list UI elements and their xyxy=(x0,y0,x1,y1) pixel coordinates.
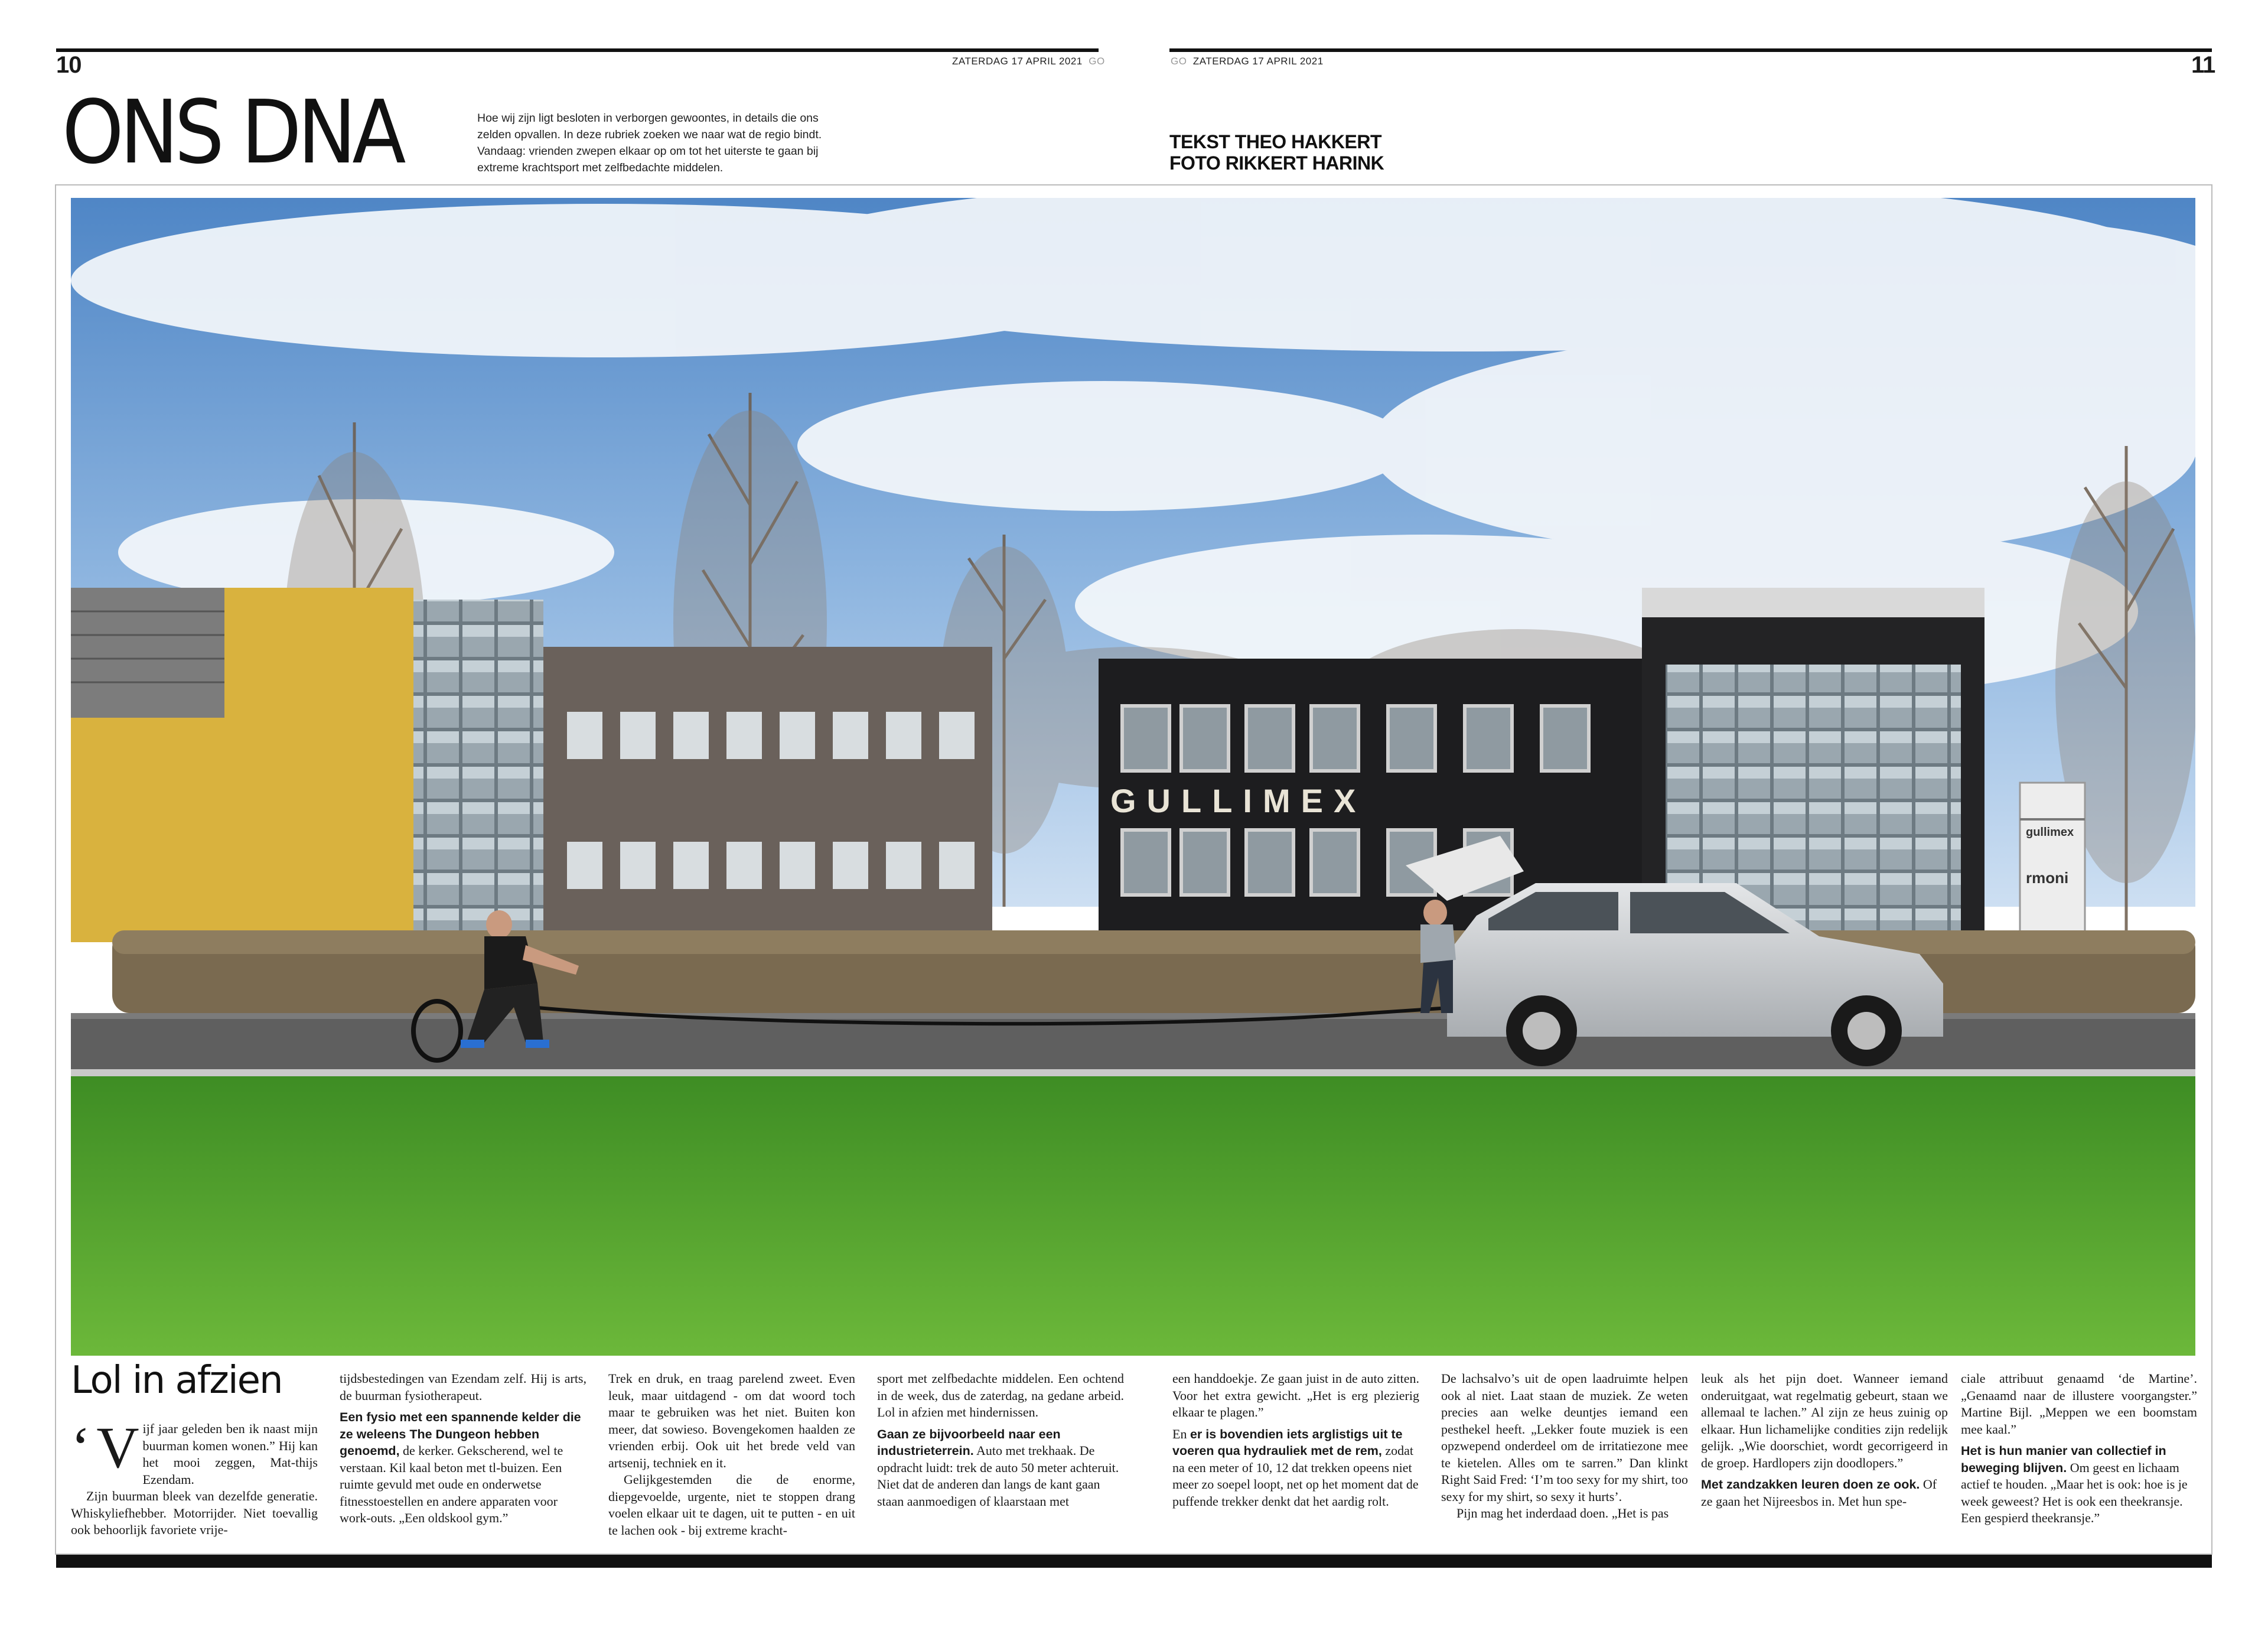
signpost-top: gullimex xyxy=(2026,826,2074,839)
photo-credit: FOTO RIKKERT HARINK xyxy=(1169,152,1384,174)
column-1 xyxy=(71,1415,318,1539)
intro-text: Hoe wij zijn ligt besloten in verborgen gewoontes, in details die ons zelden opvallen. In deze rubriek zoeken we naar wat de regio bindt. Vandaag: vrienden zwepen elkaar op om tot het uiterste te gaan bij extreme krachtsport met zelfbedachte middelen. xyxy=(477,112,822,174)
column-7-para-1: leuk als het pijn doet. Wanneer iemand onderuitgaat, wat regelmatig gebeurt, staan we allemaal te lachen.” Al zijn ze heus zuinig op elkaar. Hun lichamelijke condities zijn redelijk gelijk. „Wie doorschiet, wordt gecorrigeerd in de groep. Hardlopers zijn doodlopers.” xyxy=(1701,1371,1948,1470)
brand-right: GO xyxy=(1171,56,1187,67)
column-1-para-2: Zijn buurman bleek van dezelfde generatie. Whiskyliefhebber. Motorrijder. Niet toevallig ook behoorlijk favoriete vrije- xyxy=(71,1489,318,1537)
drop-cap: V xyxy=(96,1415,139,1480)
date-right: ZATERDAG 17 APRIL 2021 xyxy=(1192,56,1324,67)
glass-atrium xyxy=(413,600,543,942)
column-8-para-1: ciale attribuut genaamd ‘de Martine’. „Genaamd naar de illustere voorgangster.” Martine Bijl. „Meppen we een boomstam mee kaal.” xyxy=(1961,1371,2197,1437)
grass xyxy=(71,1076,2195,1356)
column-7-subhead-bold: Met zandzakken leuren doen ze ook. xyxy=(1701,1477,1920,1492)
column-1-para-1: ijf jaar geleden ben ik naast mijn buurman komen wonen.” Hij kan het mooi zeggen, Mat-thijs Ezendam. xyxy=(142,1421,318,1487)
column-7-subhead-rest: Of ze gaan het Nijreesbos in. Met hun spe- xyxy=(1701,1477,1937,1509)
column-3-para-2: Gelijkgestemden die de enorme, diepgevoelde, urgente, niet te stoppen drang voelen elkaar uit te dagen, uit te putten - en uit te lachen ook - bij extreme kracht- xyxy=(608,1472,855,1538)
column-2 xyxy=(340,1370,586,1527)
section-title: ONS DNA xyxy=(62,82,402,183)
column-5-subhead-bold: er is bovendien iets arglistigs uit te voeren qua hydrauliek met de rem, xyxy=(1172,1427,1403,1458)
column-2-para-1: tijdsbestedingen van Ezendam zelf. Hij is arts, de buurman fysiotherapeut. xyxy=(340,1371,586,1403)
column-5-para-1: een handdoekje. Ze gaan juist in de auto zitten. Voor het extra gewicht. „Het is erg plezierig elkaar te plagen.” xyxy=(1172,1371,1419,1419)
column-3 xyxy=(608,1370,855,1539)
date-left: ZATERDAG 17 APRIL 2021 xyxy=(952,56,1083,67)
column-2-subhead-rest: de kerker. Gekscherend, wel te verstaan. Kil kaal beton met tl-buizen. Een ruimte gevuld met oude en onderwetse fitnesstoestellen en andere apparaten voor work-outs. „Een oldskool gym.” xyxy=(340,1443,563,1525)
drop-quote: ‘ xyxy=(71,1415,91,1480)
credits xyxy=(1169,131,1384,174)
text-credit: TEKST THEO HAKKERT xyxy=(1169,131,1381,152)
top-rule-right xyxy=(1169,48,2212,52)
column-4-para-1: sport met zelfbedachte middelen. Een ochtend in de week, dus de zaterdag, na gedane arbeid. Lol in afzien met hindernissen. xyxy=(877,1371,1124,1419)
column-5-subhead xyxy=(1172,1426,1419,1510)
column-7-subhead xyxy=(1701,1476,1948,1510)
column-4 xyxy=(877,1370,1124,1510)
top-rule-left xyxy=(56,48,1099,52)
column-6-para-2: Pijn mag het inderdaad doen. „Het is pas xyxy=(1456,1506,1669,1520)
column-1-lead xyxy=(71,1415,318,1488)
column-5-subhead-pre: En xyxy=(1172,1426,1190,1441)
column-8-subhead-rest: Om geest en lichaam actief te houden. „Maar het is ook: hoe is je week geweest? Het is ook een theekransje. Een gespierd theekransje.” xyxy=(1961,1460,2188,1525)
dateline-right xyxy=(1171,56,1324,67)
signpost-bottom: rmoni xyxy=(2026,869,2069,887)
column-8-subhead-bold: Het is hun manier van collectief in beweging blijven. xyxy=(1961,1444,2166,1475)
column-4-subhead-rest: Auto met trekhaak. De opdracht luidt: trek de auto 50 meter achteruit. Niet dat de anderen dan langs de kant gaan staan aanmoedigen of klaarstaan met xyxy=(877,1443,1119,1509)
hero-photo xyxy=(71,198,2195,1356)
column-4-subhead xyxy=(877,1426,1124,1510)
column-8-subhead xyxy=(1961,1443,2197,1527)
brick-building xyxy=(543,647,992,942)
brand-left: GO xyxy=(1089,56,1105,67)
column-6 xyxy=(1441,1370,1688,1522)
column-5-subhead-rest: zodat na een meter of 10, 12 dat trekken opeens niet meer zo soepel loopt, net op het moment dat de puffende trekker denkt dat het aardig rolt. xyxy=(1172,1443,1419,1509)
signpost xyxy=(2020,783,2085,936)
column-4-subhead-bold: Gaan ze bijvoorbeeld naar een industrieterrein. xyxy=(877,1427,1061,1458)
column-8 xyxy=(1961,1370,2197,1527)
page-number-left: 10 xyxy=(56,52,82,78)
gullimex-building-sign: GULLIMEX xyxy=(1110,782,1367,819)
column-2-subhead xyxy=(340,1409,586,1527)
column-7 xyxy=(1701,1370,1948,1510)
column-2-subhead-bold: Een fysio met een spannende kelder die ze weleens The Dungeon hebben genoemd, xyxy=(340,1410,581,1458)
bottom-rule xyxy=(56,1555,2212,1568)
column-6-para-1: De lachsalvo’s uit de open laadruimte helpen ook al niet. Laat staan de muziek. Ze weten precies aan welke deuntjes iemand een pesthekel heeft. „Lekker foute muziek is een opzwepend onderdeel om de irritatiezone mee te kietelen. Alles om te sarren.” Dan klinkt Right Said Fred: ‘I’m too sexy for my shirt, too sexy for my shirt, so sexy it hurts’. xyxy=(1441,1371,1688,1504)
page-number-right: 11 xyxy=(2191,52,2215,78)
column-3-para-1: Trek en druk, en traag parelend zweet. Even leuk, maar uitdagend - om dat woord toch maar te gebruiken was het niet. Buiten kon meer, dat sowieso. Bovengekomen haalden ze vrienden erbij. Ook uit het brede veld van artsenij, techniek en it. xyxy=(608,1371,855,1470)
column-5 xyxy=(1172,1370,1419,1510)
article-headline: Lol in afzien xyxy=(71,1359,282,1402)
dateline-left xyxy=(952,56,1105,67)
